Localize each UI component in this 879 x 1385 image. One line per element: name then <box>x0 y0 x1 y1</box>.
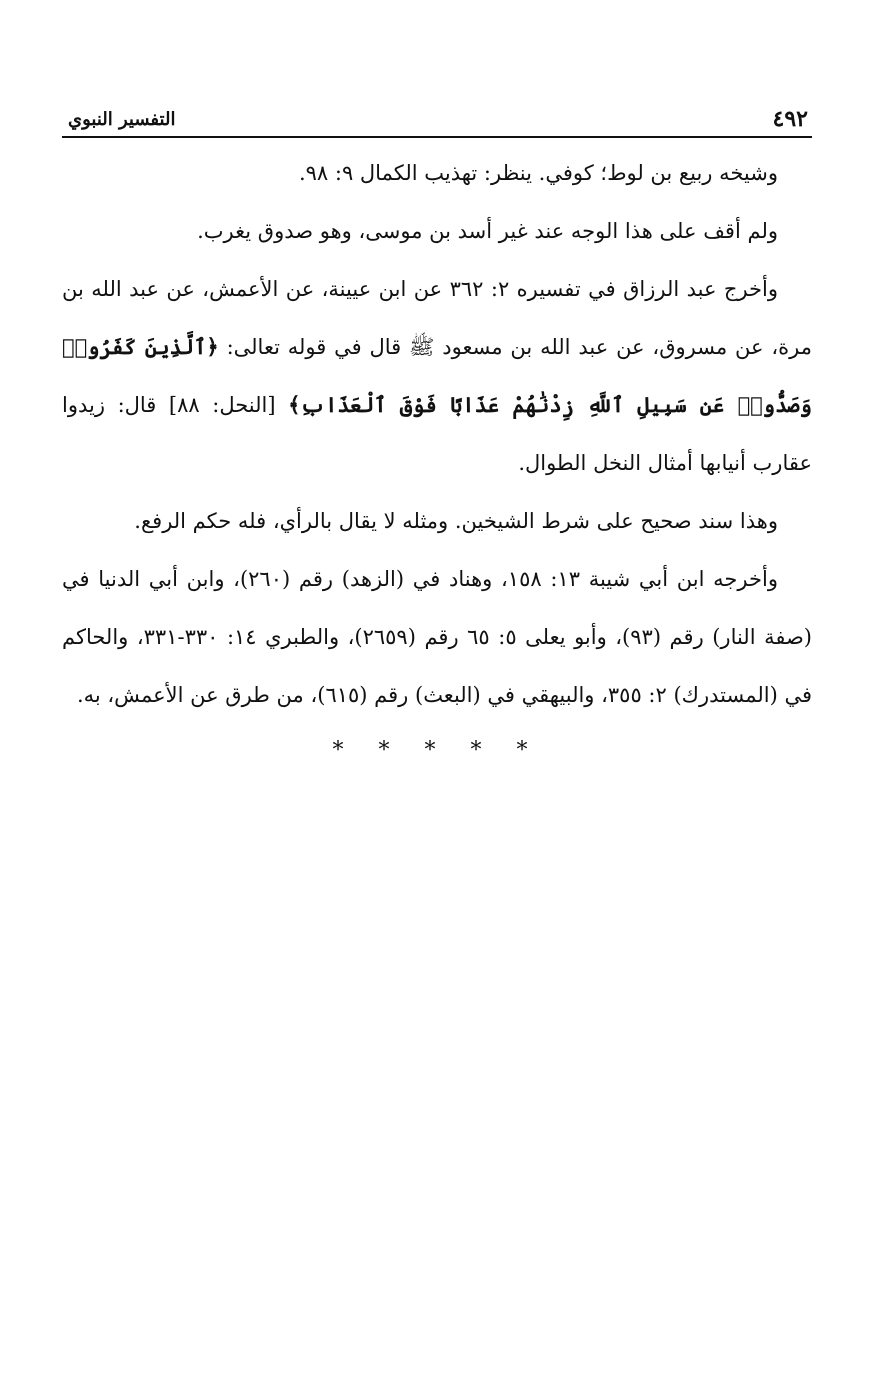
running-header <box>62 104 812 138</box>
section-separator: * * * * * <box>332 738 542 763</box>
page-number: ٤٩٢ <box>772 106 808 132</box>
paragraph-5: وأخرجه ابن أبي شيبة ١٣: ١٥٨، وهناد في (الزهد) رقم (٢٦٠)، وابن أبي الدنيا في (صفة النار) رقم (٩٣)، وأبو يعلى ٥: ٦٥ رقم (٢٦٥٩)، والطبري ١٤: ٣٣٠-٣٣١، والحاكم في (المستدرك) ٢: ٣٥٥، والبيهقي في (البعث) رقم (٦١٥)، من طرق عن الأعمش، به. <box>62 567 812 707</box>
document-page <box>62 104 812 1344</box>
paragraph-3-intro: وأخرج عبد الرزاق في تفسيره ٢: ٣٦٢ عن ابن عيينة، عن الأعمش، عن عبد الله بن مرة، عن مسروق، عن عبد الله بن مسعود ﷺ قال في قوله تعالى: <box>62 277 813 359</box>
body-text <box>62 144 812 724</box>
paragraph-2: ولم أقف على هذا الوجه عند غير أسد بن موسى، وهو صدوق يغرب. <box>197 219 778 243</box>
paragraph-4: وهذا سند صحيح على شرط الشيخين. ومثله لا يقال بالرأي، فله حكم الرفع. <box>134 509 778 533</box>
paragraph-3-tail: [النحل: ٨٨] قال: زيدوا عقارب أنيابها أمثال النخل الطوال. <box>62 393 812 475</box>
paragraph-3 <box>62 260 812 492</box>
paragraph-1: وشيخه ربيع بن لوط؛ كوفي. ينظر: تهذيب الكمال ٩: ٩٨. <box>298 161 778 185</box>
book-title: التفسير النبوي <box>68 109 176 130</box>
quran-verse: ﴿ٱلَّذِينَ كَفَرُوا۟ وَصَدُّوا۟ عَن سَبِيلِ ٱللَّهِ زِدْنَٰهُمْ عَذَابًا فَوْقَ ٱلْعَذَابِ﴾ <box>62 334 812 417</box>
